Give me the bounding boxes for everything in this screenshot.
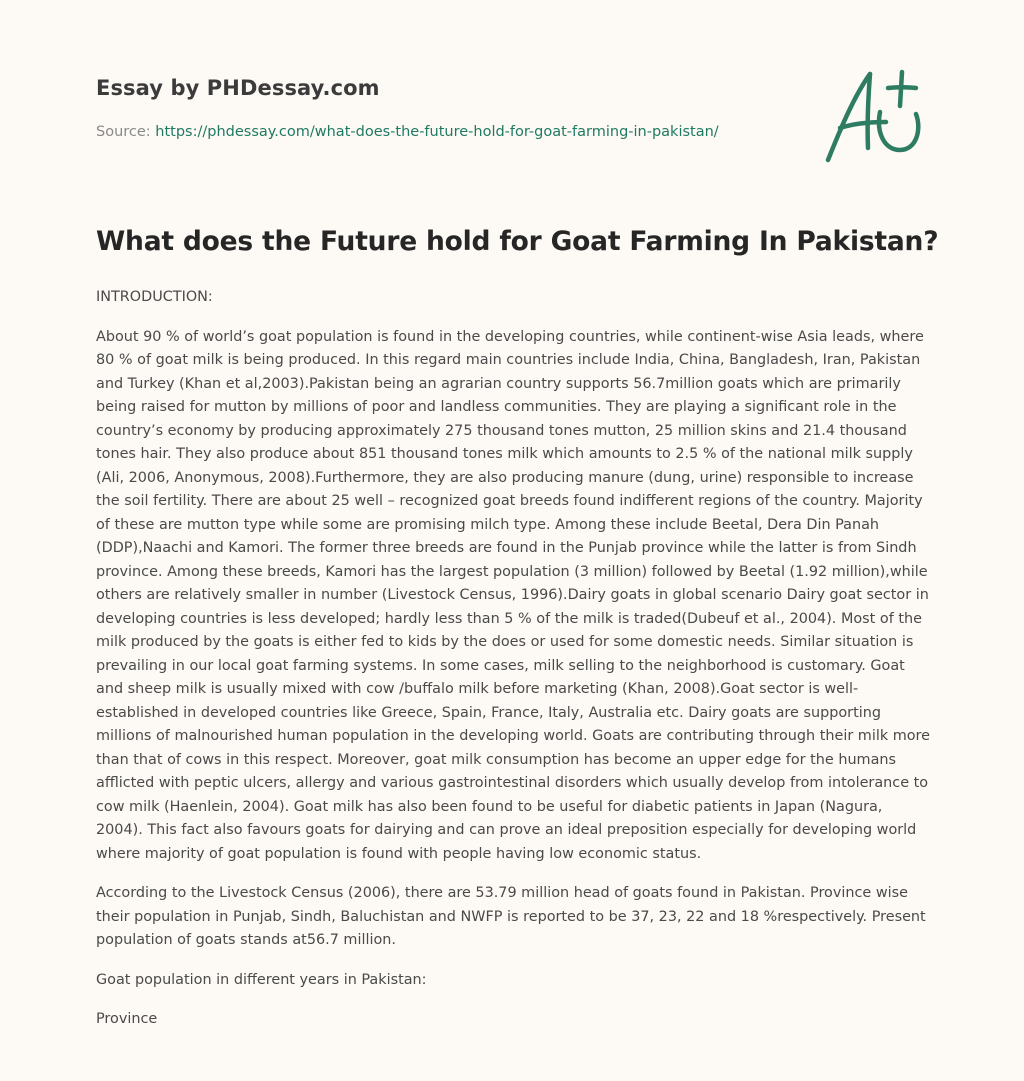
table-header-province: Province bbox=[96, 1011, 158, 1027]
table-caption: Goat population in different years in Pakistan: bbox=[96, 971, 427, 988]
article-body bbox=[96, 286, 932, 1048]
intro-label: INTRODUCTION: bbox=[96, 289, 213, 305]
site-brand: Essay by PHDessay.com bbox=[96, 76, 380, 100]
source-line bbox=[96, 124, 719, 140]
source-label: Source: bbox=[96, 124, 151, 140]
source-link[interactable]: https://phdessay.com/what-does-the-future-hold-for-goat-farming-in-pakistan/ bbox=[155, 124, 719, 140]
article-title: What does the Future hold for Goat Farming In Pakistan? bbox=[96, 226, 939, 257]
paragraph-1: About 90 % of world’s goat population is found in the developing countries, while continent-wise Asia leads, where 80 % of goat milk is being produced. In this regard main countries include India, China, Bangladesh, Iran, Pakistan and Turkey (Khan et al,2003).Pakistan being an agrarian country supports 56.7million goats which are primarily being raised for mutton by millions of poor and landless communities. They are playing a significant role in the country’s economy by producing approximately 275 thousand tones mutton, 25 million skins and 21.4 thousand tones hair. They also produce about 851 thousand tones milk which amounts to 2.5 % of the national milk supply (Ali, 2006, Anonymous, 2008).Furthermore, they are also producing manure (dung, urine) responsible to increase the soil fertility. There are about 25 well – recognized goat breeds found indifferent regions of the country. Majority of these are mutton type while some are promising milch type. Among these include Beetal, Dera Din Panah (DDP),Naachi and Kamori. The former three breeds are found in the Punjab province while the latter is from Sindh province. Among these breeds, Kamori has the largest population (3 million) followed by Beetal (1.92 million),while others are relatively smaller in number (Livestock Census, 1996).Dairy goats in global scenario Dairy goat sector in developing countries is less developed; hardly less than 5 % of the milk is traded(Dubeuf et al., 2004). Most of the milk produced by the goats is either fed to kids by the does or used for some domestic needs. Similar situation is prevailing in our local goat farming systems. In some cases, milk selling to the neighborhood is customary. Goat and sheep milk is usually mixed with cow /buffalo milk before marketing (Khan, 2008).Goat sector is well-established in developed countries like Greece, Spain, France, Italy, Australia etc. Dairy goats are supporting millions of malnourished human population in the developing world. Goats are contributing through their milk more than that of cows in this respect. Moreover, goat milk consumption has become an upper edge for the humans afflicted with peptic ulcers, allergy and various gastrointestinal disorders which usually develop from intolerance to cow milk (Haenlein, 2004). Goat milk has also been found to be useful for diabetic patients in Japan (Nagura, 2004). This fact also favours goats for dairying and can prove an ideal preposition especially for developing world where majority of goat population is found with people having low economic status. bbox=[96, 328, 931, 862]
a-plus-logo-icon bbox=[820, 66, 930, 166]
paragraph-2: According to the Livestock Census (2006), there are 53.79 million head of goats found in Pakistan. Province wise their population in Punjab, Sindh, Baluchistan and NWFP is reported to be 37, 23, 22 and 18 %respectively. Present population of goats stands at56.7 million. bbox=[96, 885, 926, 948]
